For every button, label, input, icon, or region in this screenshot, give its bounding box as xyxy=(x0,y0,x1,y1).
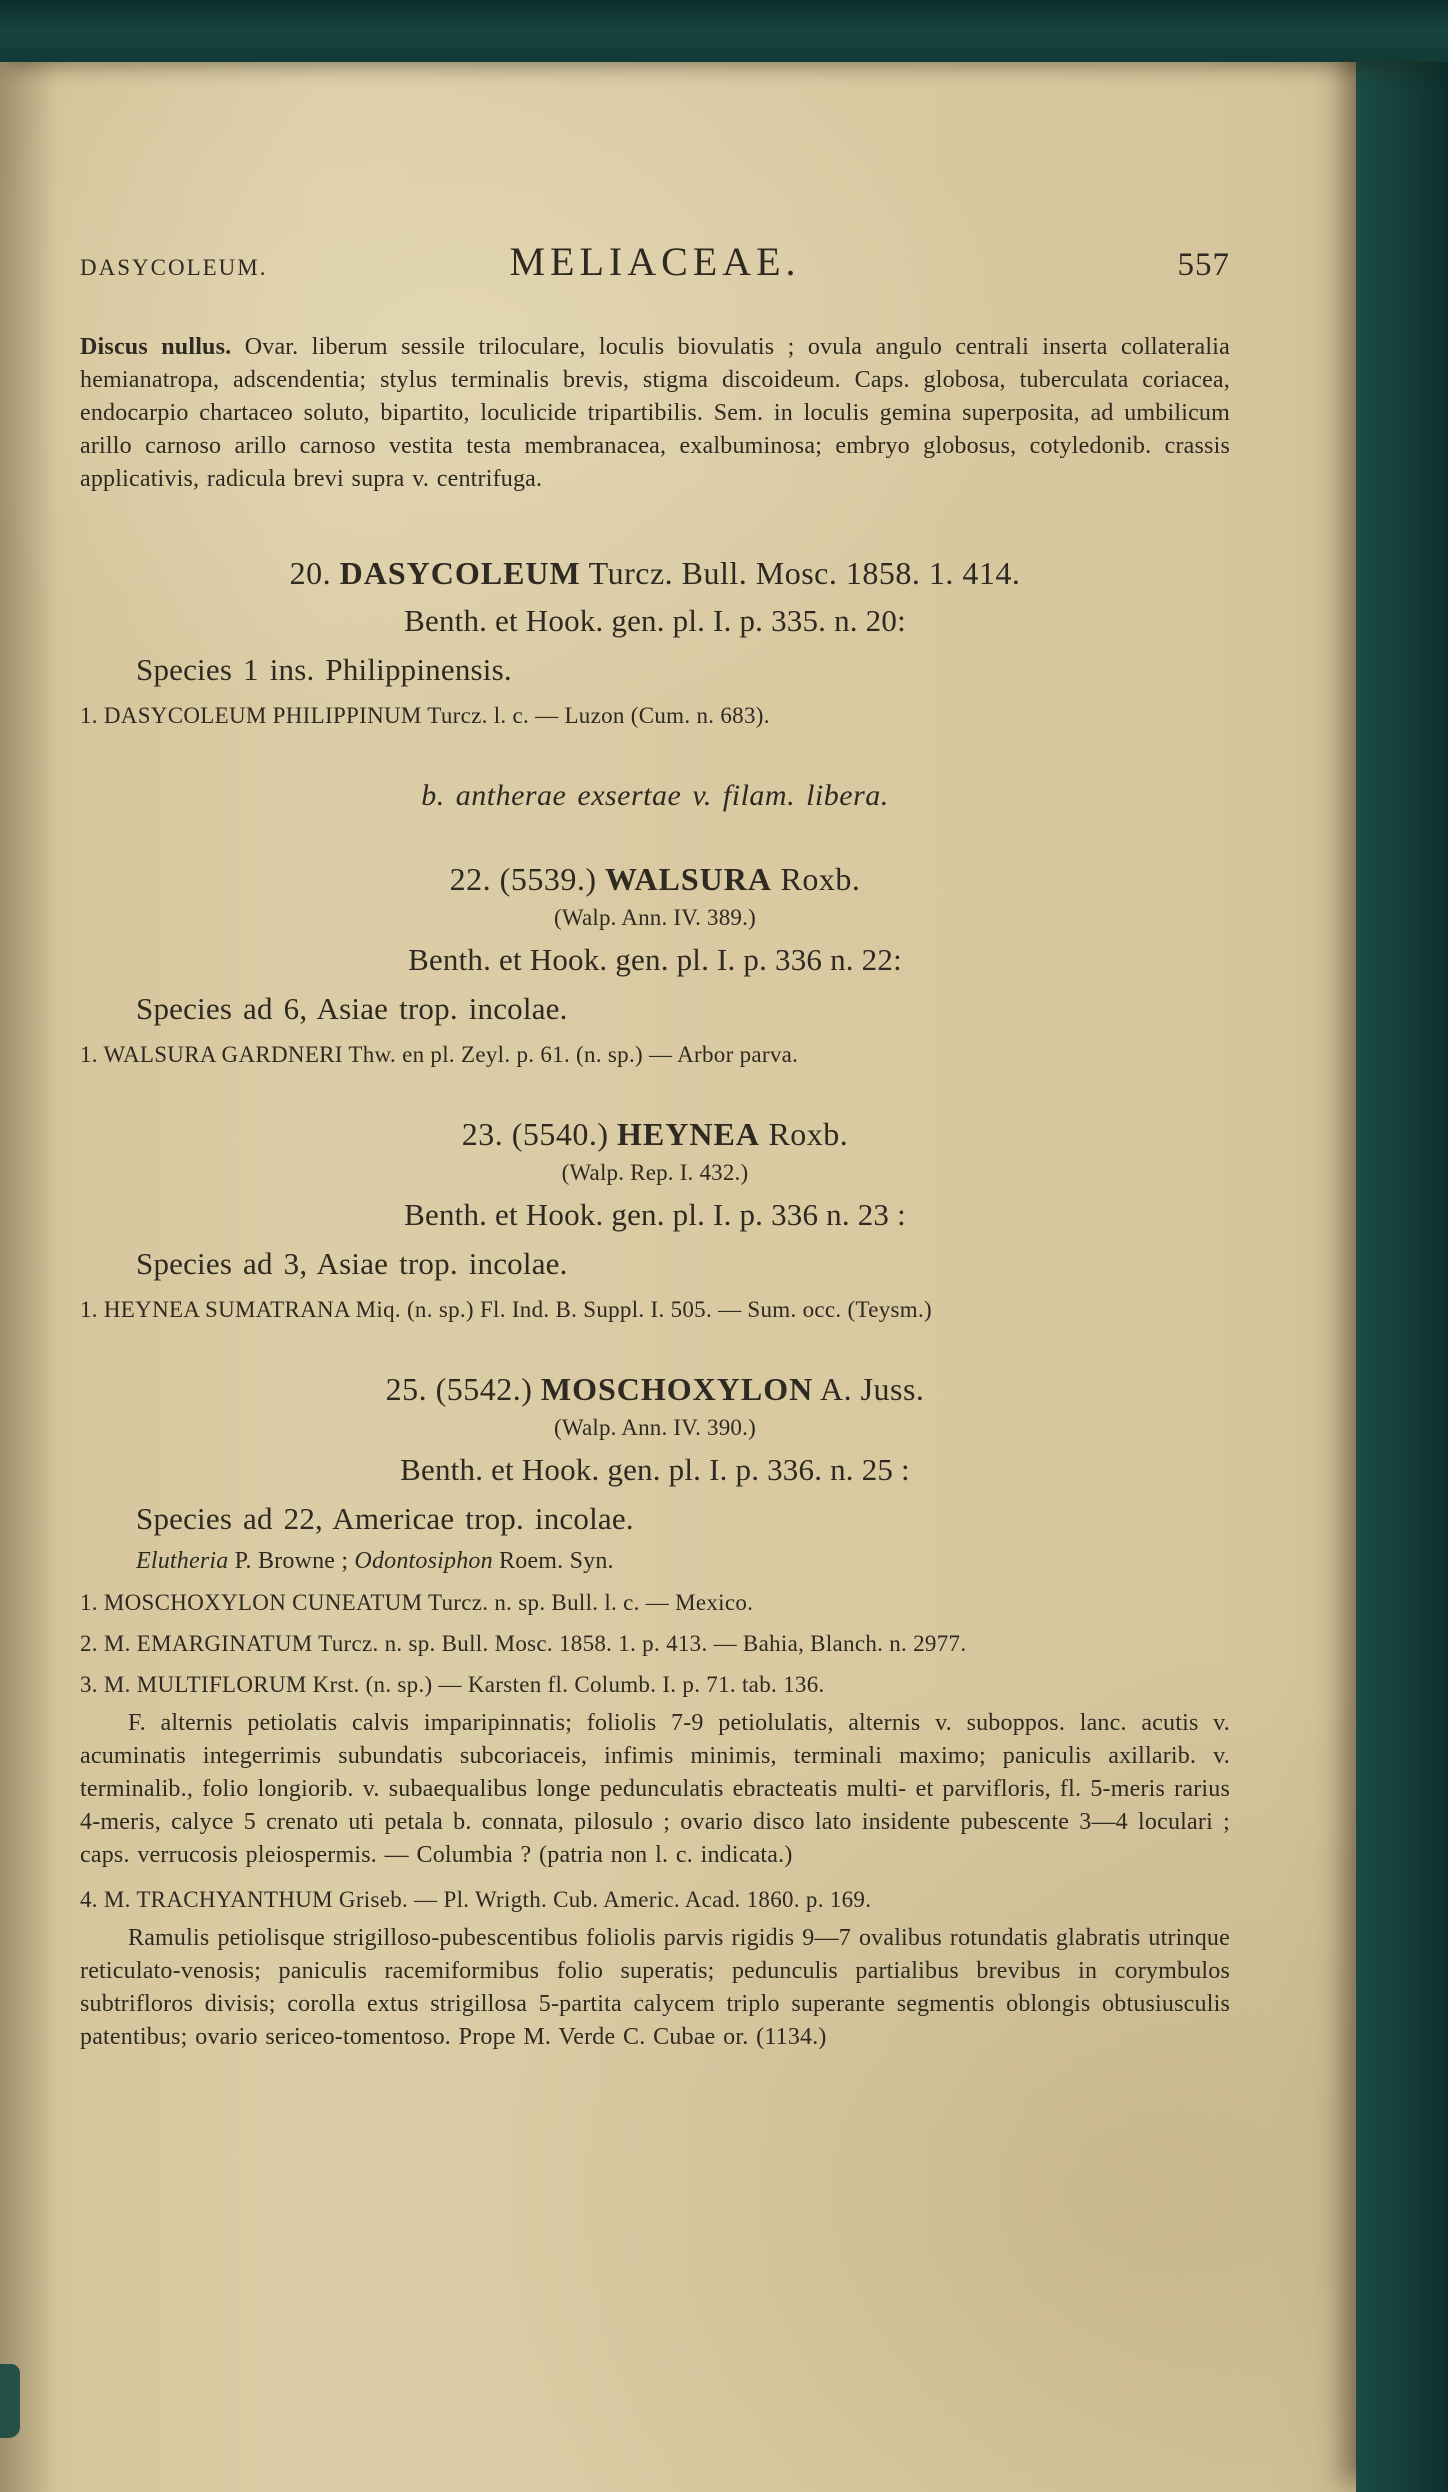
walpers-reference: (Walp. Ann. IV. 390.) xyxy=(554,1414,756,1440)
species-description: Ramulis petiolisque strigilloso-pubescentibus foliolis parvis rigidis 9—7 ovalibus rotundatis glabratis utrinque reticulato-venosis; paniculis racemiformibus folio superatis; pedunculis partialibus brevibus in corymbulos subtrifloros divisis; corolla extus strigillosa 5-partita calycem triplo superante segmentis oblongis obtusiusculis patentibus; ovario sericeo-tomentoso. Prope M. Verde C. Cubae or. (1134.) xyxy=(80,1925,1230,2051)
species-count-note: Species ad 3, Asiae trop. incolae. xyxy=(136,1245,568,1281)
page-gutter-shadow xyxy=(0,60,56,2492)
genus-name: HEYNEA xyxy=(617,1115,760,1152)
species-count-note: Species ad 6, Asiae trop. incolae. xyxy=(136,990,568,1026)
genus-entry-dasycoleum xyxy=(80,555,1230,729)
genus-citation: Roxb. xyxy=(759,1115,849,1152)
synonym-author: P. Browne ; xyxy=(228,1547,355,1574)
binding-corner-mark xyxy=(0,2364,20,2438)
species-entry: 3. M. MULTIFLORUM Krst. (n. sp.) — Karsten fl. Columb. I. p. 71. tab. 136. xyxy=(80,1671,825,1697)
synonym-author: Roem. Syn. xyxy=(492,1547,614,1574)
genus-number: 23. (5540.) xyxy=(461,1115,618,1152)
running-head-genus: DASYCOLEUM. xyxy=(80,255,268,280)
species-entry: 1. MOSCHOXYLON CUNEATUM Turcz. n. sp. Bull. l. c. — Mexico. xyxy=(80,1589,754,1615)
genus-heading xyxy=(80,555,1230,592)
genus-heading xyxy=(80,1371,1230,1408)
genus-diagnosis-paragraph xyxy=(80,331,1230,497)
walpers-reference: (Walp. Ann. IV. 389.) xyxy=(554,904,756,930)
benth-hook-reference: Benth. et Hook. gen. pl. I. p. 335. n. 20: xyxy=(404,602,906,638)
genus-entry-walsura xyxy=(80,861,1230,1068)
genus-citation: A. Juss. xyxy=(813,1370,925,1407)
genus-heading xyxy=(80,1116,1230,1153)
species-entry: 1. HEYNEA SUMATRANA Miq. (n. sp.) Fl. Ind. B. Suppl. I. 505. — Sum. occ. (Teysm.) xyxy=(80,1296,932,1322)
benth-hook-reference: Benth. et Hook. gen. pl. I. p. 336 n. 22: xyxy=(408,941,902,977)
diagnosis-body: Ovar. liberum sessile triloculare, loculis biovulatis ; ovula angulo centrali inserta collateralia hemianatropa, adscendentia; stylus terminalis brevis, stigma discoideum. Caps. globosa, tuberculata coriacea, endocarpio chartaceo soluto, bipartito, loculicide tripartibilis. Sem. in loculis gemina superposita, ad umbilicum arillo carnoso arillo carnoso vestita testa membranacea, exalbuminosa; embryo globosus, cotyledonib. crassis applicativis, radicula brevi supra v. centrifuga. xyxy=(80,334,1230,493)
genus-name: WALSURA xyxy=(604,860,772,897)
genus-heading xyxy=(80,861,1230,898)
genus-name: DASYCOLEUM xyxy=(339,554,581,591)
subsection-heading-b: b. antherae exsertae v. filam. libera. xyxy=(421,778,889,812)
synonymy-line xyxy=(136,1548,1230,1575)
benth-hook-reference: Benth. et Hook. gen. pl. I. p. 336. n. 25 : xyxy=(400,1451,910,1487)
genus-citation: Roxb. xyxy=(772,860,861,897)
species-entry: 1. DASYCOLEUM PHILIPPINUM Turcz. l. c. — Luzon (Cum. n. 683). xyxy=(80,702,770,728)
page-content xyxy=(80,238,1230,2055)
species-count-note: Species 1 ins. Philippinensis. xyxy=(136,651,512,687)
genus-number: 25. (5542.) xyxy=(385,1370,541,1407)
walpers-reference: (Walp. Rep. I. 432.) xyxy=(561,1159,749,1185)
benth-hook-reference: Benth. et Hook. gen. pl. I. p. 336 n. 23 : xyxy=(404,1196,906,1232)
species-count-note: Species ad 22, Americae trop. incolae. xyxy=(136,1500,634,1536)
binding-top-band xyxy=(0,0,1448,62)
genus-citation: Turcz. Bull. Mosc. 1858. 1. 414. xyxy=(580,554,1021,591)
synonym-name: Odontosiphon xyxy=(354,1547,493,1574)
diagnosis-lead: Discus nullus. xyxy=(80,334,232,360)
synonym-name: Elutheria xyxy=(136,1547,229,1574)
genus-number: 20. xyxy=(289,554,340,591)
running-head xyxy=(80,238,1230,285)
species-entry: 1. WALSURA GARDNERI Thw. en pl. Zeyl. p. 61. (n. sp.) — Arbor parva. xyxy=(80,1041,799,1067)
genus-name: MOSCHOXYLON xyxy=(540,1370,814,1407)
genus-entry-moschoxylon xyxy=(80,1371,1230,2055)
species-entry: 2. M. EMARGINATUM Turcz. n. sp. Bull. Mosc. 1858. 1. p. 413. — Bahia, Blanch. n. 2977. xyxy=(80,1630,967,1656)
genus-entry-heynea xyxy=(80,1116,1230,1323)
binding-right-band xyxy=(1356,0,1448,2492)
species-entry: 4. M. TRACHYANTHUM Griseb. — Pl. Wrigth. Cub. Americ. Acad. 1860. p. 169. xyxy=(80,1887,872,1913)
species-description: F. alternis petiolatis calvis imparipinnatis; foliolis 7-9 petiolulatis, alternis v. suboppos. lanc. acutis v. acuminatis integerrimis subundatis subcoriaceis, infimis minimis, terminali maximo; paniculis axillarib. v. terminalib., folio longiorib. v. subaequalibus longe pedunculatis ebracteatis multi- et parvifloris, fl. 5-meris rarius 4-meris, calyce 5 crenato uti petala b. connata, pilosulo ; ovario disco lato insidente pubescente 3—4 loculari ; caps. verrucosis pleiospermis. — Columbia ? (patria non l. c. indicata.) xyxy=(80,1709,1230,1868)
genus-number: 22. (5539.) xyxy=(449,860,605,897)
page-number: 557 xyxy=(1177,247,1230,283)
page-title: MELIACEAE. xyxy=(509,239,801,284)
